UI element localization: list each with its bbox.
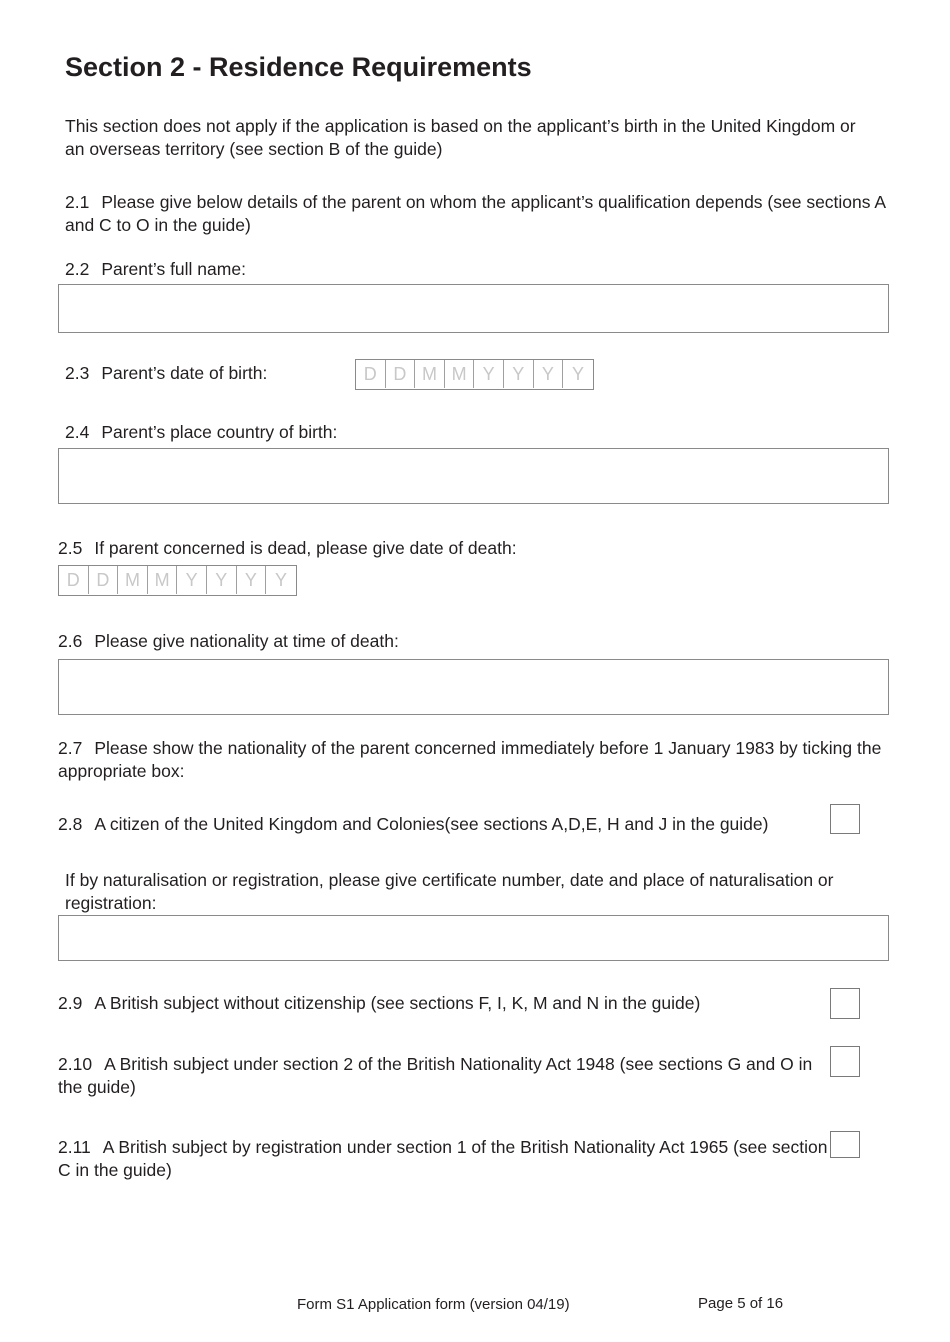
date-cell-year[interactable]: Y — [237, 566, 267, 594]
question-2-3-label — [65, 362, 267, 385]
citizen-uk-colonies-checkbox[interactable] — [830, 804, 860, 834]
british-subject-without-citizenship-checkbox[interactable] — [830, 988, 860, 1019]
british-subject-1948-act-checkbox[interactable] — [830, 1046, 860, 1077]
question-text: Please show the nationality of the parent concerned immediately before 1 January 1983 by ticking the appropriate box: — [58, 738, 882, 781]
question-2-4-label — [65, 421, 337, 444]
naturalisation-details-input[interactable] — [59, 916, 888, 960]
parent-date-of-death-field[interactable] — [58, 565, 297, 596]
question-text: Parent’s place country of birth: — [101, 422, 338, 442]
question-text: Please give below details of the parent on whom the applicant’s qualification depends (see sections A and C to O in the guide) — [65, 192, 886, 235]
date-cell-year[interactable]: Y — [177, 566, 207, 594]
question-number: 2.2 — [65, 259, 90, 279]
date-cell-year[interactable]: Y — [534, 360, 564, 388]
nationality-at-death-input[interactable] — [59, 660, 888, 714]
question-number: 2.8 — [58, 814, 83, 834]
parent-country-of-birth-box — [58, 448, 889, 504]
question-2-2-label — [65, 258, 246, 281]
naturalisation-instructions: If by naturalisation or registration, please give certificate number, date and place of naturalisation or registration: — [65, 870, 834, 913]
question-2-8 — [58, 813, 798, 836]
parent-date-of-birth-field[interactable] — [355, 359, 594, 390]
question-text: A British subject without citizenship (see sections F, I, K, M and N in the guide) — [94, 993, 701, 1013]
date-cell-day[interactable]: D — [386, 360, 416, 388]
question-number: 2.3 — [65, 363, 90, 383]
question-2-1 — [65, 191, 895, 237]
question-text: Parent’s full name: — [101, 259, 246, 279]
date-cell-year[interactable]: Y — [207, 566, 237, 594]
question-text: If parent concerned is dead, please give date of death: — [94, 538, 517, 558]
date-cell-day[interactable]: D — [59, 566, 89, 594]
question-2-6-label — [58, 630, 399, 653]
question-number: 2.7 — [58, 738, 83, 758]
question-number: 2.4 — [65, 422, 90, 442]
date-cell-month[interactable]: M — [445, 360, 475, 388]
date-cell-month[interactable]: M — [148, 566, 178, 594]
question-2-7 — [58, 737, 893, 783]
parent-country-of-birth-input[interactable] — [59, 449, 888, 503]
question-2-10 — [58, 1053, 828, 1099]
date-cell-year[interactable]: Y — [274, 570, 287, 590]
question-number: 2.5 — [58, 538, 83, 558]
parent-full-name-box — [58, 284, 889, 333]
question-number: 2.6 — [58, 631, 83, 651]
nationality-at-death-box — [58, 659, 889, 715]
footer-form-version: Form S1 Application form (version 04/19) — [297, 1296, 570, 1313]
question-number: 2.1 — [65, 192, 90, 212]
footer-page-number: Page 5 of 16 — [698, 1295, 784, 1312]
question-number: 2.9 — [58, 993, 83, 1013]
question-number: 2.11 — [58, 1137, 91, 1157]
section-title: Section 2 - Residence Requirements — [65, 52, 532, 82]
date-cell-month[interactable]: M — [415, 360, 445, 388]
section-intro: This section does not apply if the application is based on the applicant’s birth in the United Kingdom or an overseas territory (see section B of the guide) — [65, 116, 856, 159]
date-cell-day[interactable]: D — [356, 360, 386, 388]
question-2-11 — [58, 1136, 828, 1182]
question-text: A British subject by registration under section 1 of the British Nationality Act 1965 (see section C in the guide) — [58, 1137, 828, 1180]
naturalisation-details-box — [58, 915, 889, 961]
question-text: Please give nationality at time of death: — [94, 631, 399, 651]
question-text: Parent’s date of birth: — [101, 363, 268, 383]
date-cell-day[interactable]: D — [89, 566, 119, 594]
date-cell-year[interactable]: Y — [504, 360, 534, 388]
question-2-9 — [58, 992, 818, 1015]
question-number: 2.10 — [58, 1054, 93, 1074]
question-2-5-label — [58, 537, 517, 560]
question-text: A citizen of the United Kingdom and Colonies(see sections A,D,E, H and J in the guide) — [94, 814, 769, 834]
parent-full-name-input[interactable] — [59, 285, 888, 332]
question-text: A British subject under section 2 of the British Nationality Act 1948 (see sections G and O in the guide) — [58, 1054, 813, 1097]
date-cell-month[interactable]: M — [118, 566, 148, 594]
date-cell-year[interactable]: Y — [571, 364, 584, 384]
date-cell-year[interactable]: Y — [474, 360, 504, 388]
british-subject-1965-act-checkbox[interactable] — [830, 1131, 860, 1158]
